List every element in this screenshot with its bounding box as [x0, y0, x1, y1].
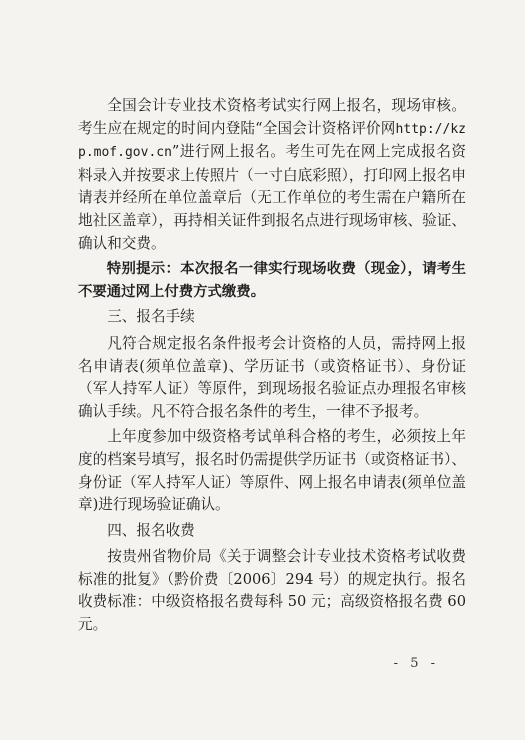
section-4-paragraph-1: 按贵州省物价局《关于调整会计专业技术资格考试收费标准的批复》（黔价费〔2006〕294 号）的规定执行。报名收费标准：中级资格报名费每科 50 元；高级资格报名费 60 元。 — [78, 548, 466, 634]
paragraph-text-part-1: 全国会计专业技术资格考试实行网上报名，现场审核。考生应在规定的时间内登陆“全国会计资格评价网 — [78, 97, 466, 137]
section-3-heading: 三、报名手续 — [107, 308, 195, 326]
special-notice: 特别提示：本次报名一律实行现场收费（现金），请考生不要通过网上付费方式缴费。 — [78, 261, 466, 300]
page-number: - 5 - — [393, 656, 439, 671]
section-3-paragraph-1: 凡符合规定报名条件报考会计资格的人员，需持网上报名申请表(须单位盖章)、学历证书（或资格证书）、身份证（军人持军人证）等原件，到现场报名验证点办理报名审核确认手续。凡不符合报名条件的考生，一律不予报考。 — [78, 334, 466, 420]
document-body — [78, 95, 466, 640]
section-3-paragraph-2: 上年度参加中级资格考试单科合格的考生，必须按上年度的档案号填写，报名时仍需提供学历证书（或资格证书）、身份证（军人持军人证）等原件、网上报名申请表(须单位盖章)进行现场验证确认。 — [78, 428, 466, 514]
paragraph-text-part-2: ”进行网上报名。考生可先在网上完成报名资料录入并按要求上传照片（一寸白底彩照），打印网上报名申请表并经所在单位盖章后（无工作单位的考生需在户籍所在地社区盖章），再持相关证件到报名点进行现场审核、验证、确认和交费。 — [78, 143, 466, 252]
website-url: http://kzp.mof.gov.cn — [78, 121, 466, 161]
section-4-heading: 四、报名收费 — [107, 521, 195, 539]
paragraph-online-registration — [78, 95, 466, 255]
